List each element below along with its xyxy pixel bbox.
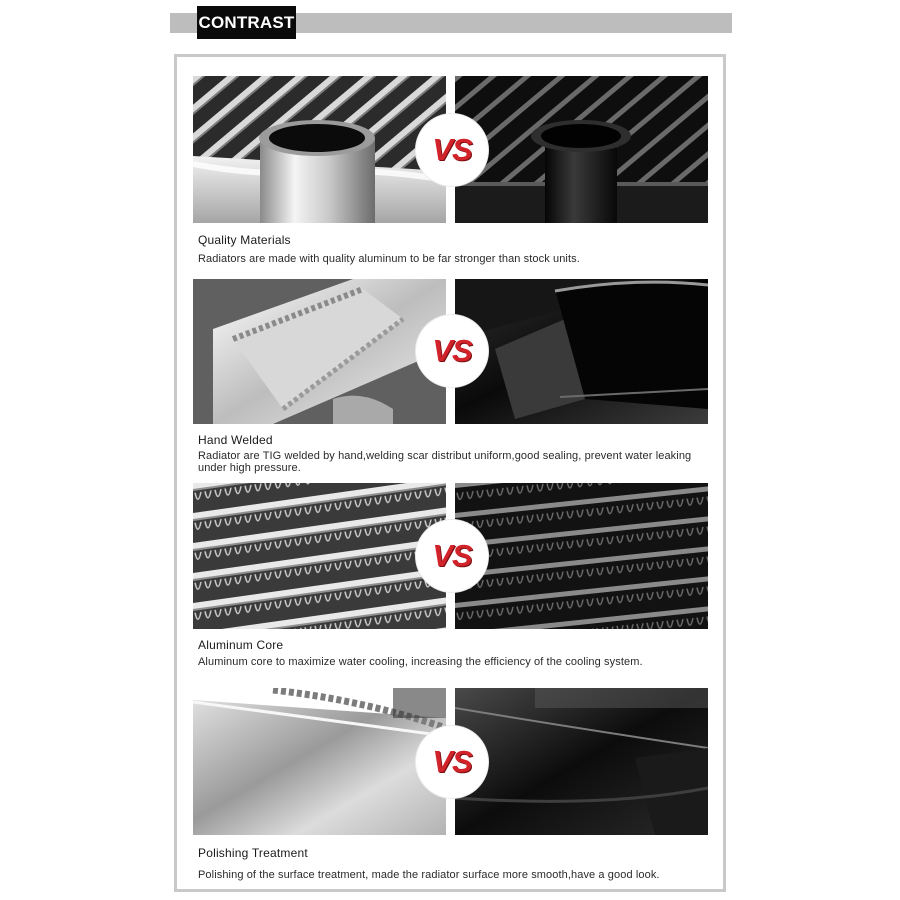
aluminum-inlet-photo bbox=[193, 76, 446, 223]
feature-description: Radiator are TIG welded by hand,welding scar distribut uniform,good sealing, prevent water leaking under high pressure. bbox=[198, 450, 692, 474]
vs-badge: VS bbox=[416, 315, 488, 387]
vs-badge: VS bbox=[416, 520, 488, 592]
feature-title: Polishing Treatment bbox=[198, 846, 308, 860]
feature-title: Hand Welded bbox=[198, 433, 273, 447]
feature-description: Aluminum core to maximize water cooling, increasing the efficiency of the cooling system. bbox=[198, 656, 643, 668]
crimped-plastic-tank-photo bbox=[455, 279, 708, 424]
section-title: CONTRAST bbox=[197, 6, 296, 39]
feature-description: Radiators are made with quality aluminum to be far stronger than stock units. bbox=[198, 253, 580, 265]
vs-badge: VS bbox=[416, 114, 488, 186]
welded-tank-photo bbox=[193, 279, 446, 424]
feature-title: Quality Materials bbox=[198, 233, 291, 247]
stock-black-tank-photo bbox=[455, 688, 708, 835]
feature-description: Polishing of the surface treatment, made the radiator surface more smooth,have a good look. bbox=[198, 869, 660, 881]
polished-tank-photo bbox=[193, 688, 446, 835]
vs-badge: VS bbox=[416, 726, 488, 798]
stock-plastic-inlet-photo bbox=[455, 76, 708, 223]
aluminum-core-fins-photo bbox=[193, 483, 446, 629]
stock-core-fins-photo bbox=[455, 483, 708, 629]
feature-title: Aluminum Core bbox=[198, 638, 284, 652]
